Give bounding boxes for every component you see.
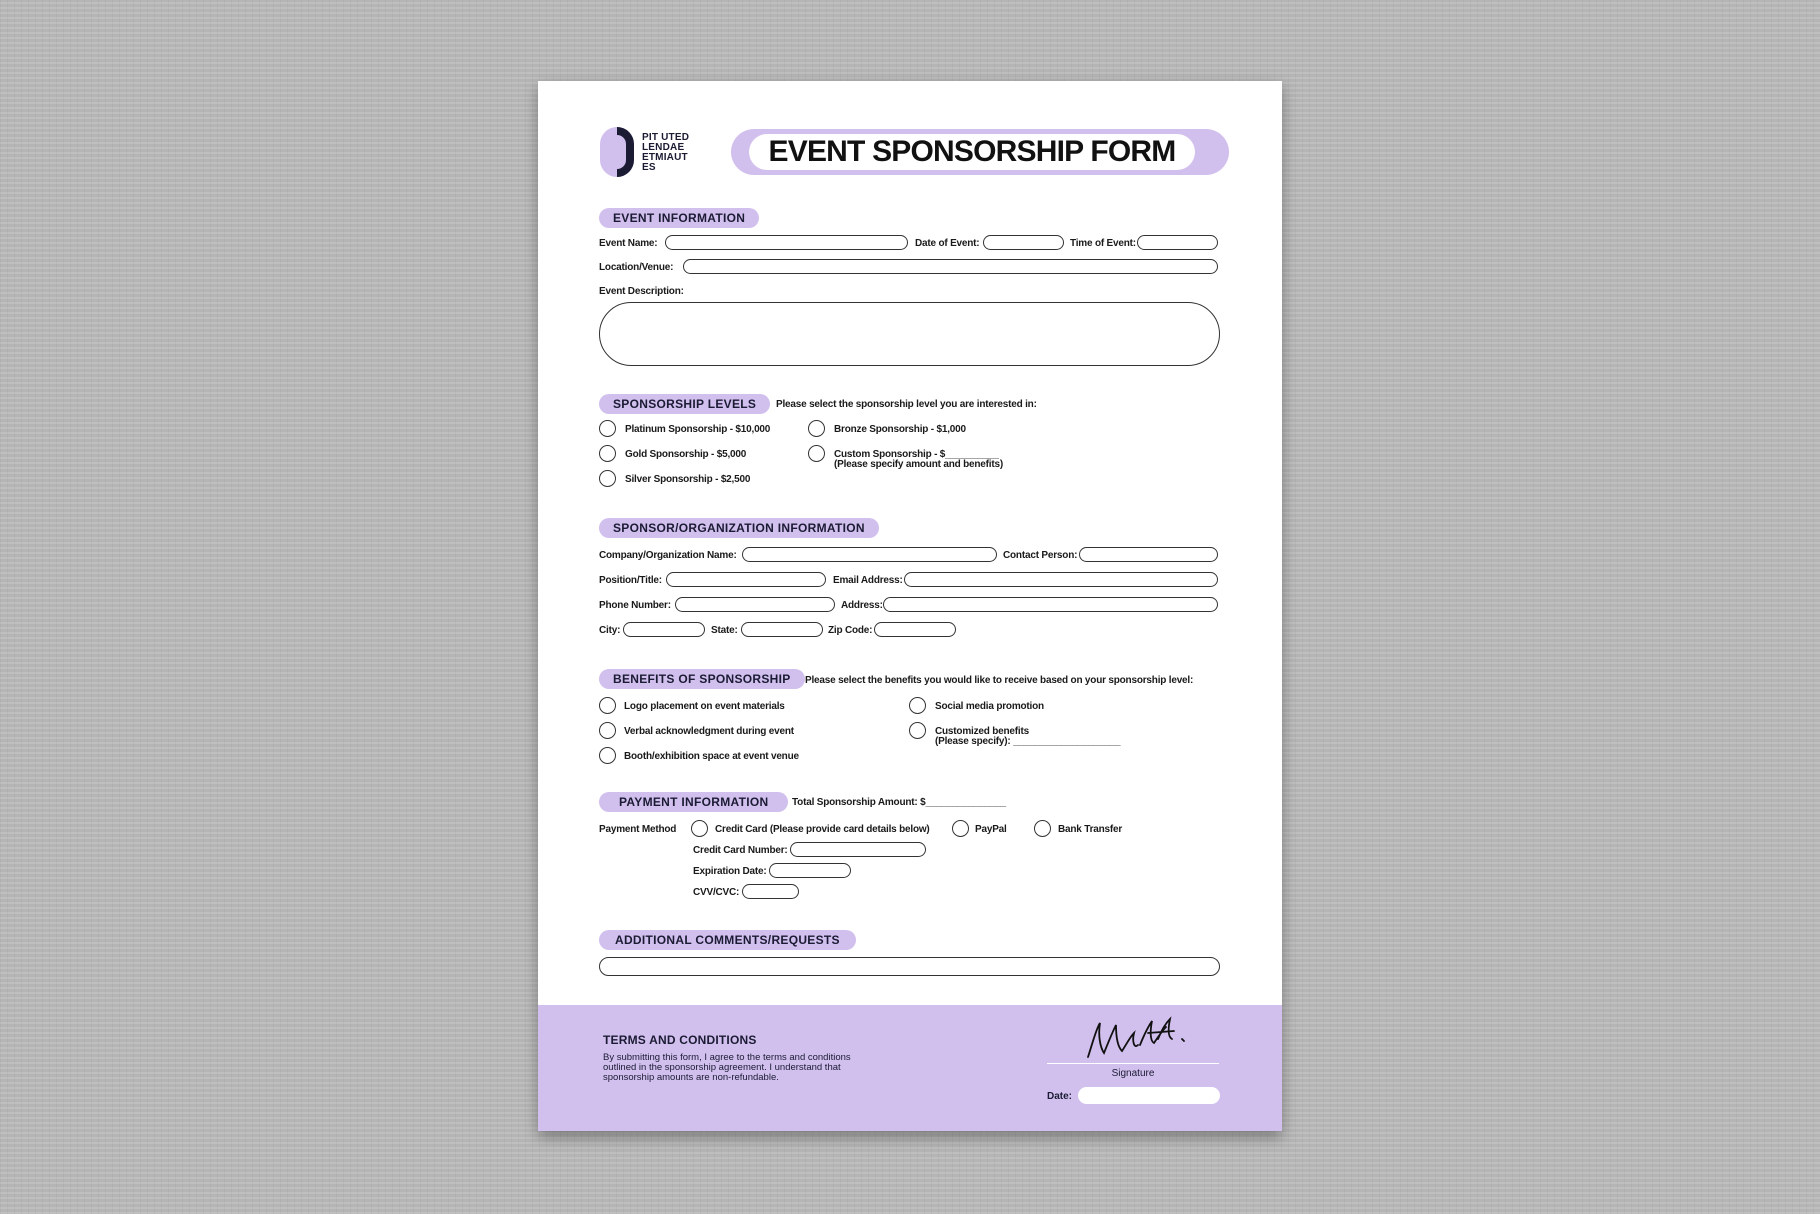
paypal-label: PayPal xyxy=(975,824,1007,835)
section-header-benefits: BENEFITS OF SPONSORSHIP xyxy=(599,669,805,689)
email-label: Email Address: xyxy=(833,575,903,586)
event-name-field[interactable] xyxy=(665,235,908,250)
city-label: City: xyxy=(599,625,621,636)
credit-card-radio[interactable] xyxy=(691,820,708,837)
event-description-field[interactable] xyxy=(599,302,1220,366)
logo-text-line-3: ETMIAUT xyxy=(642,152,688,163)
customized-benefits-radio[interactable] xyxy=(909,722,926,739)
social-media-label: Social media promotion xyxy=(935,701,1044,712)
address-label: Address: xyxy=(841,600,883,611)
logo-placement-label: Logo placement on event materials xyxy=(624,701,785,712)
total-amount-label: Total Sponsorship Amount: $_______________ xyxy=(792,797,1006,808)
page-title: EVENT SPONSORSHIP FORM xyxy=(749,134,1195,170)
terms-title: TERMS AND CONDITIONS xyxy=(603,1033,757,1047)
bronze-radio[interactable] xyxy=(808,420,825,437)
address-field[interactable] xyxy=(883,597,1218,612)
signature-date-field[interactable] xyxy=(1078,1087,1220,1104)
platinum-label: Platinum Sponsorship - $10,000 xyxy=(625,424,771,435)
logo-text-line-4: ES xyxy=(642,162,656,173)
phone-label: Phone Number: xyxy=(599,600,671,611)
logo-placement-radio[interactable] xyxy=(599,697,616,714)
company-label: Company/Organization Name: xyxy=(599,550,737,561)
benefits-note: Please select the benefits you would like to receive based on your sponsorship level: xyxy=(805,675,1194,686)
credit-card-label: Credit Card (Please provide card details below) xyxy=(715,824,930,835)
location-label: Location/Venue: xyxy=(599,262,674,273)
section-header-sponsor-information: SPONSOR/ORGANIZATION INFORMATION xyxy=(599,518,879,538)
section-header-event-information: EVENT INFORMATION xyxy=(599,208,759,228)
bronze-label: Bronze Sponsorship - $1,000 xyxy=(834,424,966,435)
location-field[interactable] xyxy=(683,259,1218,274)
sponsorship-levels-note: Please select the sponsorship level you are interested in: xyxy=(776,399,1037,410)
verbal-acknowledgment-radio[interactable] xyxy=(599,722,616,739)
custom-sponsorship-note: (Please specify amount and benefits) xyxy=(834,459,1003,470)
company-field[interactable] xyxy=(742,547,997,562)
terms-footer xyxy=(538,1005,1282,1131)
signature-line xyxy=(1047,1063,1219,1064)
terms-text-line-2: outlined in the sponsorship agreement. I understand that xyxy=(603,1062,841,1073)
handwritten-signature xyxy=(1078,1015,1198,1065)
city-field[interactable] xyxy=(623,622,705,637)
email-field[interactable] xyxy=(904,572,1218,587)
event-description-label: Event Description: xyxy=(599,286,684,297)
social-media-radio[interactable] xyxy=(909,697,926,714)
logo-text-line-2: LENDAE xyxy=(642,142,685,153)
booth-space-radio[interactable] xyxy=(599,747,616,764)
silver-label: Silver Sponsorship - $2,500 xyxy=(625,474,751,485)
comments-field[interactable] xyxy=(599,957,1220,976)
position-field[interactable] xyxy=(666,572,826,587)
contact-person-label: Contact Person: xyxy=(1003,550,1078,561)
verbal-acknowledgment-label: Verbal acknowledgment during event xyxy=(624,726,794,737)
expiration-date-field[interactable] xyxy=(769,863,851,878)
custom-sponsorship-label: Custom Sponsorship - $__________ xyxy=(834,449,999,460)
organization-logo xyxy=(598,125,638,181)
card-number-field[interactable] xyxy=(790,842,926,857)
phone-field[interactable] xyxy=(675,597,835,612)
gold-label: Gold Sponsorship - $5,000 xyxy=(625,449,747,460)
position-label: Position/Title: xyxy=(599,575,662,586)
cvv-field[interactable] xyxy=(742,884,799,899)
date-of-event-field[interactable] xyxy=(983,235,1064,250)
signature-label: Signature xyxy=(1111,1068,1155,1079)
time-of-event-field[interactable] xyxy=(1137,235,1218,250)
custom-sponsorship-radio[interactable] xyxy=(808,445,825,462)
bank-transfer-label: Bank Transfer xyxy=(1058,824,1123,835)
time-of-event-label: Time of Event: xyxy=(1070,238,1136,249)
bank-transfer-radio[interactable] xyxy=(1034,820,1051,837)
terms-text-line-1: By submitting this form, I agree to the terms and conditions xyxy=(603,1052,851,1063)
customized-benefits-label: Customized benefits xyxy=(935,726,1029,737)
platinum-radio[interactable] xyxy=(599,420,616,437)
form-page xyxy=(538,81,1282,1131)
signature-date-label: Date: xyxy=(1047,1091,1073,1102)
customized-benefits-specify: (Please specify): ____________________ xyxy=(935,736,1121,747)
zip-code-label: Zip Code: xyxy=(828,625,873,636)
logo-text-line-1: PIT UTED xyxy=(642,132,690,143)
gold-radio[interactable] xyxy=(599,445,616,462)
cvv-label: CVV/CVC: xyxy=(693,887,740,898)
state-field[interactable] xyxy=(741,622,823,637)
booth-space-label: Booth/exhibition space at event venue xyxy=(624,751,799,762)
card-number-label: Credit Card Number: xyxy=(693,845,788,856)
zip-code-field[interactable] xyxy=(874,622,956,637)
section-header-comments: ADDITIONAL COMMENTS/REQUESTS xyxy=(599,930,856,950)
terms-text-line-3: sponsorship amounts are non-refundable. xyxy=(603,1072,779,1083)
payment-method-label: Payment Method xyxy=(599,824,677,835)
expiration-date-label: Expiration Date: xyxy=(693,866,767,877)
event-name-label: Event Name: xyxy=(599,238,658,249)
date-of-event-label: Date of Event: xyxy=(915,238,980,249)
section-header-sponsorship-levels: SPONSORSHIP LEVELS xyxy=(599,394,770,414)
silver-radio[interactable] xyxy=(599,470,616,487)
contact-person-field[interactable] xyxy=(1079,547,1218,562)
paypal-radio[interactable] xyxy=(952,820,969,837)
section-header-payment: PAYMENT INFORMATION xyxy=(599,792,788,812)
state-label: State: xyxy=(711,625,738,636)
